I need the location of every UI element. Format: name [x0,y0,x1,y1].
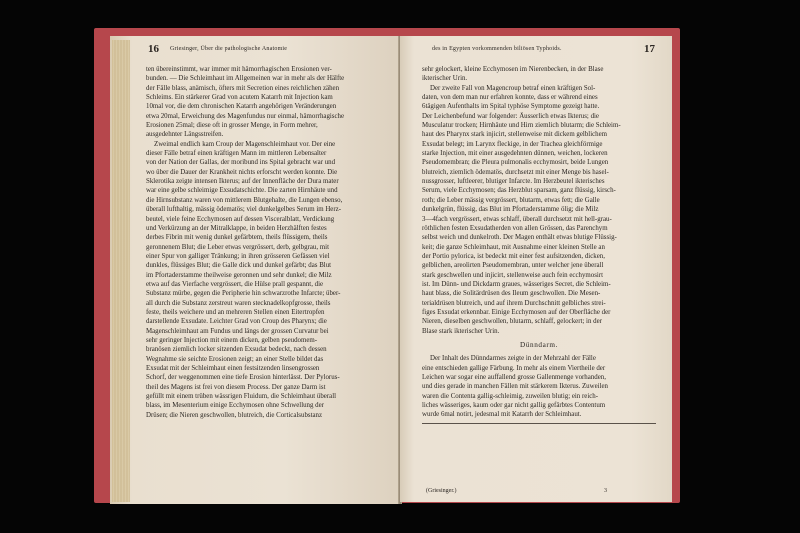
text-line: der Portio pylorica, ist bedeckt mit einer fest aufsitzenden, dicken, [422,252,605,260]
text-line: im Pfortaderstamme theilweise geronnen und sehr dunkel; die Milz [146,271,332,279]
text-line: Zweimal endlich kam Croup der Magenschleimhaut vor. Der eine [154,140,336,148]
text-line: ten übereinstimmt, war immer mit hämorrhagischen Erosionen ver- [146,66,332,73]
text-line: und dies gerade in manchen Fällen mit stärkerem Ikterus. Zuweilen [422,383,608,391]
text-line: blutreich, ziemlich ödematös, durchsetzt mit einer Menge bis hasel- [422,168,609,176]
body-text [146,65,392,420]
text-line: Der Inhalt des Dünndarmes zeigte in der Mehrzahl der Fälle [430,355,596,363]
text-line: starke Injection, mit einer ausgedehnten dünnen, weichen, lockeren [422,150,608,158]
text-line: Der zweite Fall von Magencroup betraf einen kräftigen Sol- [430,84,596,92]
text-line: ist. Im Dünn- und Dickdarm graues, wässeriges Secret, die Schleim- [422,280,611,288]
text-line: von der Nation der Gallas, der moribund ins Spital gebracht war und [146,159,336,167]
section-heading: Dünndarm. [520,340,558,349]
text-line: Wegnahme sie seichte Erosionen zeigt; an einer Stelle bildet das [146,355,324,363]
text-line: Schleims. Ein stärkerer Grad von acutem Katarrh mit Injection kam [146,94,333,102]
text-line: und Verkürzung an der Mitralklappe, in beiden Herzhälften festes [146,224,327,232]
text-line: 3—4fach vergrössert, etwas schlaff, überall durchsetzt mit hell-grau- [422,215,612,223]
running-head: des in Egypten vorkommenden biliösen Typhoids. [432,46,562,52]
text-line: sehr geringer Injection mit einem dicken, gelben pseudomem- [146,336,318,344]
text-line: nussgrosser, luftleerer, blutiger Infarcte. Im Herzbeutel ikterisches [422,178,605,186]
text-line: haut des Pharynx stark injicirt, stellenweise mit dickem gelblichem [422,131,608,139]
text-line: daten, von dem man nur erfahren konnte, dass er während eines [422,94,598,102]
body-text [422,65,656,424]
text-line: etwa 20mal, Erweichung des Magenfundus nur einmal, hämorrhagische [146,112,345,120]
text-line: feste, theils weichere und an mehreren Stellen einen Eitertropfen [146,308,325,316]
text-line: Serum, viele Ecchymosen; das Herzblut sparsam, ganz flüssig, kirsch- [422,187,616,195]
text-line: selbst weich und dunkelroth. Der Magen enthält etwas blutige Flüssig- [422,234,617,242]
text-line: überall lufthaltig, mässig ödematös; viel dunkelgelbes Serum im Herz- [146,206,341,214]
text-line: der Fälle blass, anämisch, öfters mit Secretion eines reichlichen zähen [146,84,340,92]
text-line: Schorf, der weggenommen eine tiefe Erosion hinterlässt. Der Pylorus- [146,374,340,382]
text-line: Drüsen; die Nieren geschwollen, blutreich, die Corticalsubstanz [146,411,323,419]
text-line: 6tägigen Aufenthalts im Spital typhöse Symptome gezeigt hatte. [422,103,600,111]
text-line: Musculatur trocken; Hirnhäute und Hirn ziemlich blutarm; die Schleim- [422,122,621,130]
text-line: all durch die Substanz zerstreut waren stecknadelkopfgrosse, theils [146,299,331,307]
text-line: Der Leichenbefund war folgender: Äusserlich etwas Ikterus; die [422,112,599,120]
text-line: röthlichen festen Exsudatherden von allen Grössen, das Parenchym [422,224,608,232]
page-number: 17 [644,43,655,55]
left-page [110,36,400,504]
text-line: wurde 6mal notirt, jedesmal mit Katarrh der Schleimhaut. [422,411,582,419]
text-line: Erosionen 25mal; diese oft in grosser Menge, in Form mehrer, [146,122,318,130]
text-line: figes Exsudat erkennbar. Einige Ecchymosen auf der Oberfläche der [422,308,611,316]
text-line: gelblichen, areolirten Pseudomembran, unter welcher jene überall [422,262,604,270]
text-line: dieser Fälle betraf einen kräftigen Mann im mittleren Lebensalter [146,150,327,158]
text-line: Substanz mürbe, gegen die Peripherie hin schwarzrothe Infarcte; über- [146,290,341,298]
text-line: haut blass, die Solitärdrüsen des Ileum geschwollen. Die Mesen- [422,290,601,298]
page-edges [112,40,130,502]
text-line: wo über die Dauer der Krankheit nichts erforscht werden konnte. Die [146,168,338,176]
text-line: theil des Magens ist frei von diesem Process. Der ganze Darm ist [146,383,326,391]
text-line: Exsudat belegt; im Larynx fleckige, in der Trachea gleichförmige [422,140,603,148]
text-line: bunden. — Die Schleimhaut im Allgemeinen war in mehr als der Hälfte [146,75,345,83]
text-line: roth; die Leber mässig vergrössert, blutarm, etwas fett; die Galle [422,196,600,204]
text-line: branösen ziemlich locker sitzenden Exsudat bedeckt, nach dessen [146,346,327,354]
text-line: die Hirnsubstanz waren von mittlerem Blutgehalte, die Lungen ebenso, [146,196,343,204]
text-line: beutel, viele feine Ecchymosen auf dessen Visceralblatt, Verdickung [146,215,335,223]
text-line: Magenschleimhaut am Fundus und längs der grossen Curvatur bei [146,327,329,335]
text-line: eine entschieden gallige Färbung. In mehr als einem Viertheile der [422,364,606,372]
footer-rule [422,423,656,424]
text-line: einer Spur von galliger Tränkung; in ihren grösseren Gefässen viel [146,252,330,260]
text-line: ausgedehnter Längsstreifen. [146,131,224,139]
text-line: Sklerotika zeigte intensen Ikterus; auf der Innenfläche der Dura mater [146,178,339,186]
footer-author: (Griesinger.) [426,488,457,494]
text-line: terialdrüsen blutreich, und auf ihrem Durchschnitt gelbliches strei- [422,299,606,307]
text-line: stark geschwellen und injicirt, stellenweise auch fein ecchymosirt [422,271,604,279]
text-line: Leichen war sogar eine auffallend grosse Gallenmenge vorhanden, [422,374,606,381]
right-page [400,36,672,502]
text-line: etwa auf das Vierfache vergrössert, die Hülse prall gespannt, die [146,280,324,288]
running-head: Griesinger, Über die pathologische Anatomie [170,46,288,52]
text-line: ikterischer Urin. [422,75,468,83]
text-line: liches wässeriges, kaum oder gar nicht gallig gefärbtes Contentum [422,402,606,410]
text-line: darstellende Exsudate. Leichter Grad von Croup des Pharynx; die [146,318,327,326]
text-line: sehr gelockert, kleine Ecchymosen im Nierenbecken, in der Blase [422,66,604,73]
signature-mark: 3 [604,488,607,494]
text-line: waren die Contenta gallig-schleimig, zuweilen blutig; ein reich- [422,392,599,400]
page-number: 16 [148,43,159,55]
text-line: blass, im Mesenterium einige Ecchymosen ohne Schwellung der [146,402,324,410]
text-line: war eine gelbe schleimige Exsudatschichte. Die zarten Hirnhäute und [146,187,338,195]
text-line: keit; die ganze Schleimhaut, mit Ausnahme einer kleinen Stelle an [422,243,605,251]
text-line: derbes Fibrin mit wenig dunkel gefärbtem, theils flüssigem, theils [146,234,328,242]
text-line: 10mal vor, die dem chronischen Katarrh angehörigen Veränderungen [146,103,337,111]
text-line: geronnenem Blut; die Leber etwas vergrössert, derb, gelbgrau, mit [146,243,329,251]
text-line: gefüllt mit einem trüben wässrigen Fluidum, die Schleimhaut überall [146,393,337,401]
text-line: Pseudomembran; die Pleura pulmonalis ecchymosirt, beide Lungen [422,159,609,167]
text-line: dunkles, flüssiges Blut; die Galle dick und dunkel gefärbt; das Blut [146,262,332,270]
text-line: dunkelgrün, flüssig, das Blut im Pfortaderstamme ölig; die Milz [422,206,599,214]
text-line: Exsudat mit der Schleimhaut einen festsitzenden linsengrossen [146,365,320,372]
text-line: Nieren, dieselben geschwollen, blutarm, schlaff, gelockert; in der [422,318,602,326]
text-line: Blase stark ikterischer Urin. [422,327,500,335]
